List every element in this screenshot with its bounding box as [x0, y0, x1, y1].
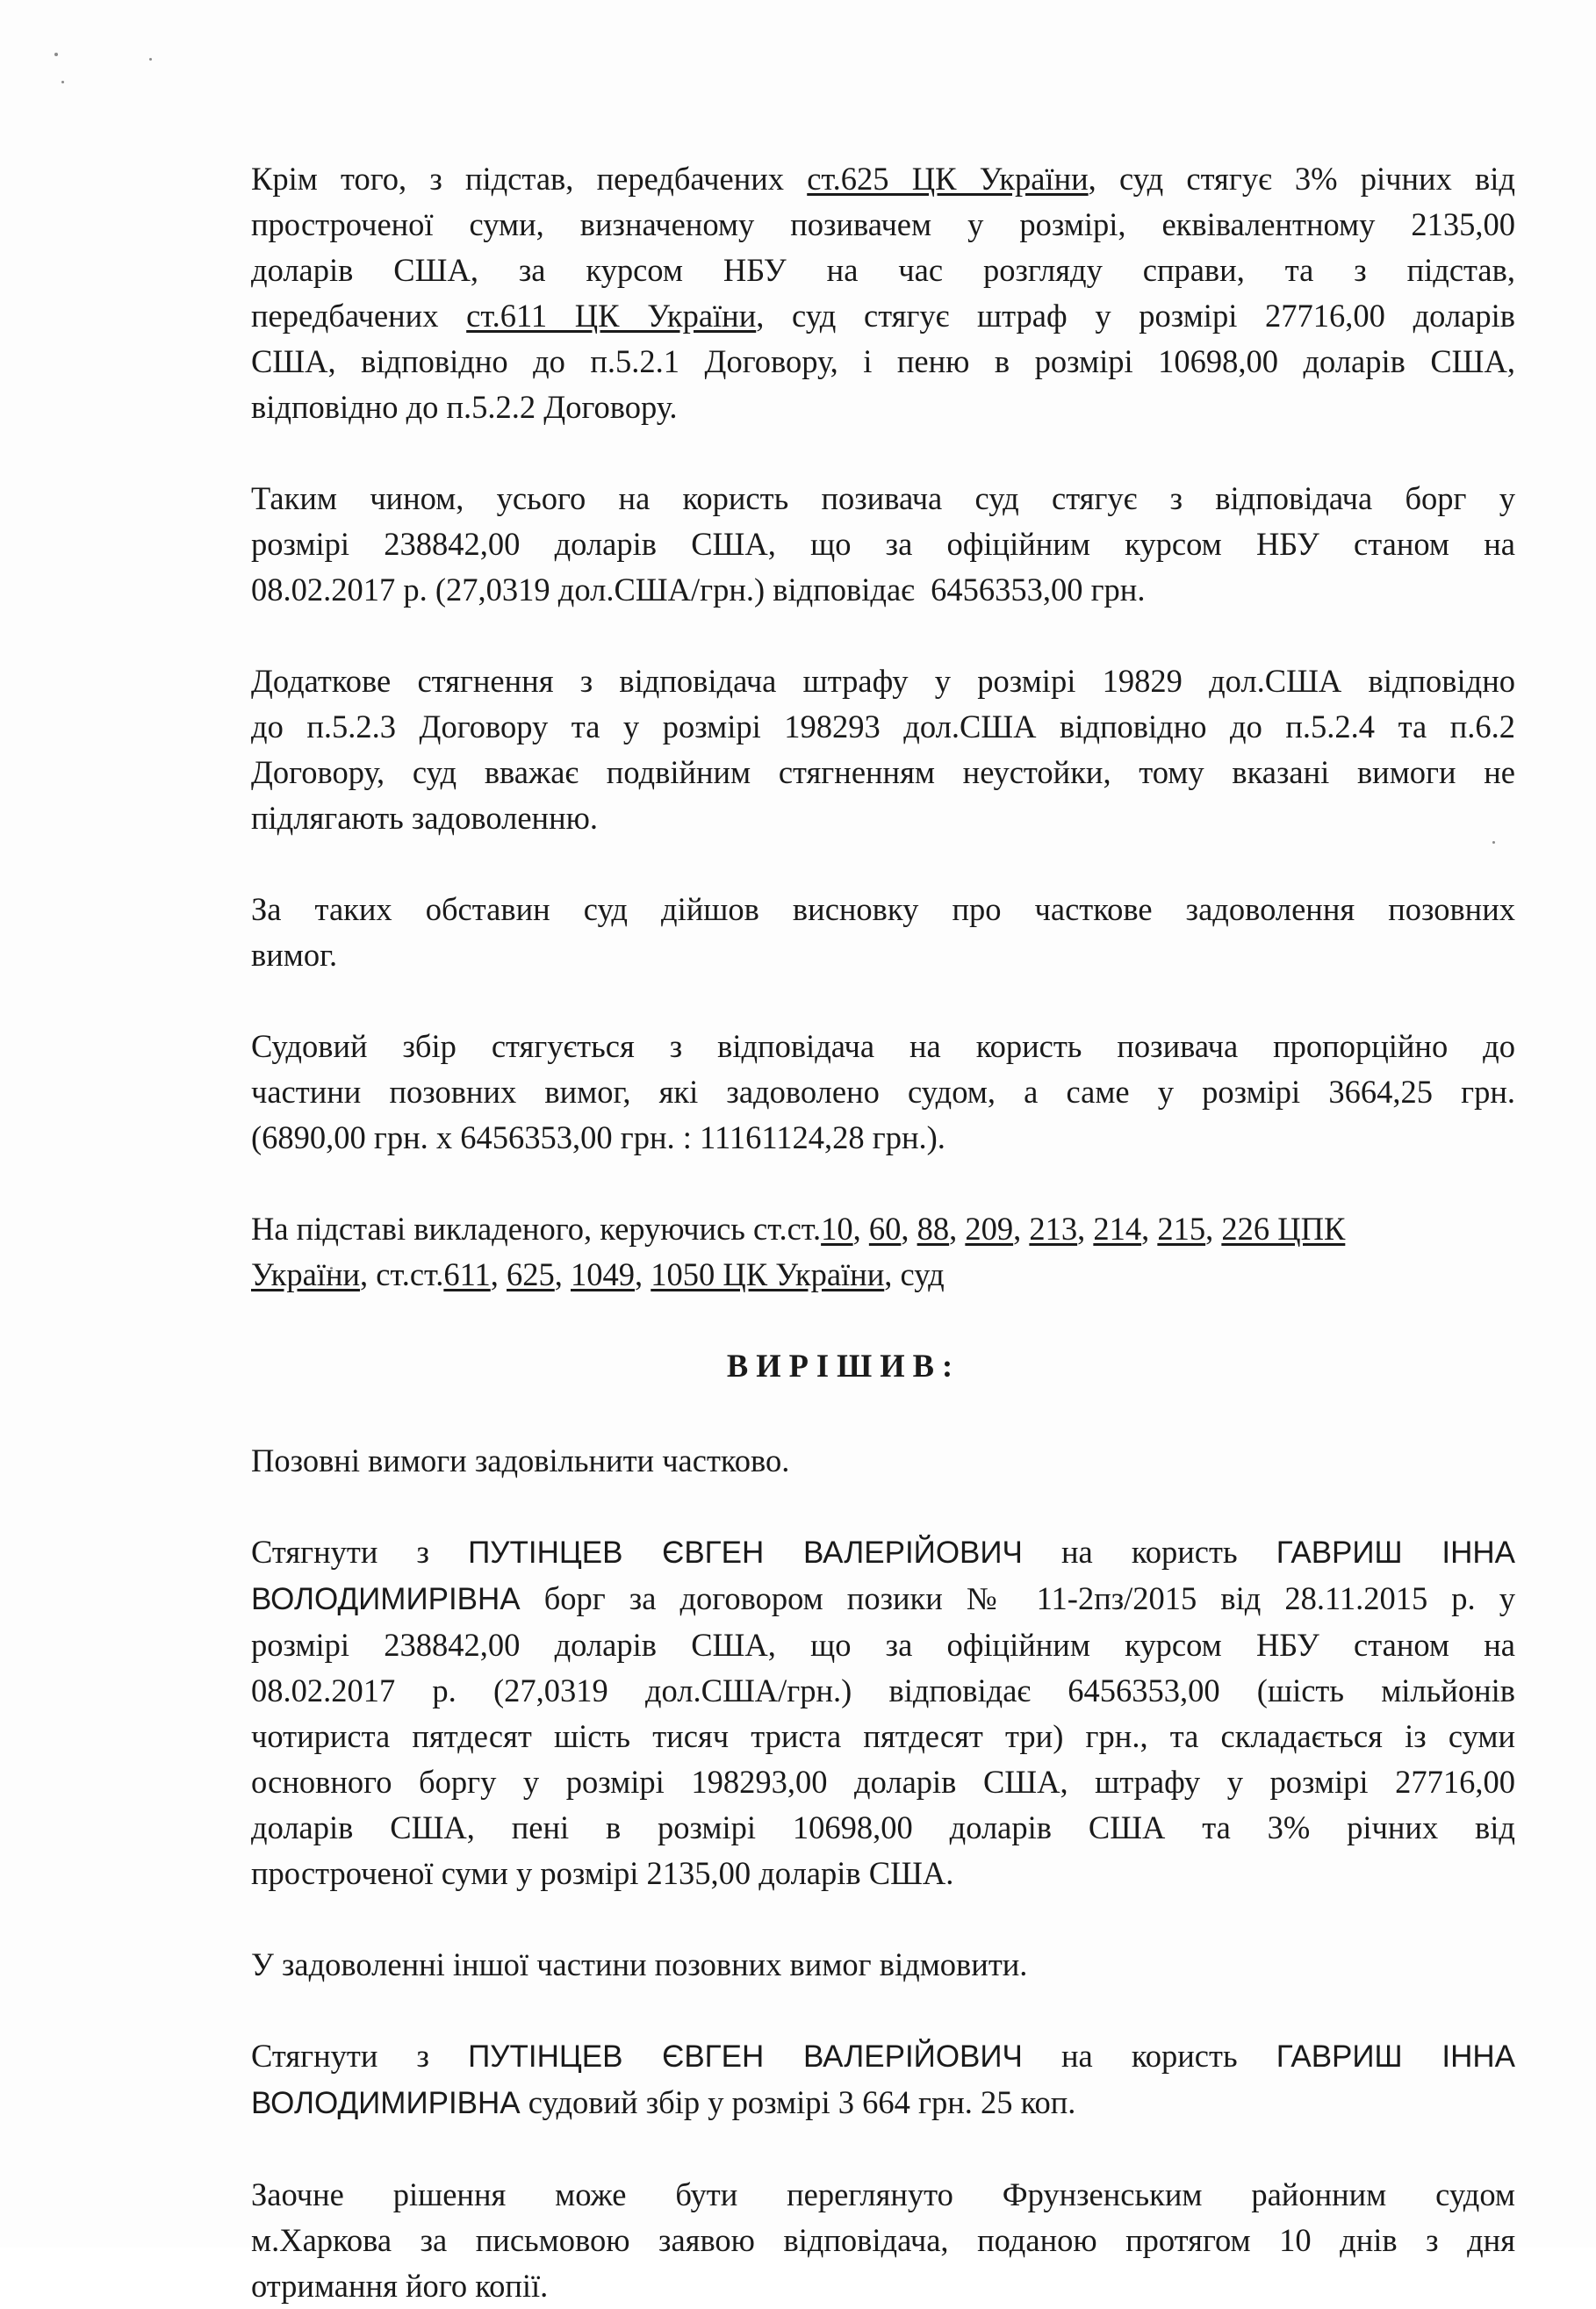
law-link-cc-art[interactable]: 625: [507, 1256, 555, 1292]
law-link-cpc-art[interactable]: 88: [917, 1211, 950, 1247]
law-link-art-611[interactable]: ст.611 ЦК України: [466, 298, 757, 334]
text-line: підлягають задоволенню.: [251, 800, 598, 836]
paragraph-debt-recovery: [251, 1529, 1515, 1896]
paragraph-partial-grant: [251, 1438, 1515, 1484]
text-line: ВОЛОДИМИРІВНА борг за договором позики № 11-2пз/2015 від 28.11.2015 р. у: [251, 1580, 1515, 1616]
defendant-name: ПУТІНЦЕВ ЄВГЕН ВАЛЕРІЙОВИЧ: [468, 1536, 1023, 1570]
law-link-cpc-ukraine[interactable]: України: [251, 1256, 361, 1292]
text-line: 08.02.2017 р. (27,0319 дол.США/грн.) відповідає 6456353,00 (шість мільйонів: [251, 1672, 1515, 1708]
text-line: США, відповідно до п.5.2.1 Договору, і пеню в розмірі 10698,00 доларів США,: [251, 343, 1515, 379]
text-line: Позовні вимоги задовільнити частково.: [251, 1442, 790, 1478]
text-line: Таким чином, усього на користь позивача суд стягує з відповідача борг у: [251, 480, 1515, 516]
text-line: частини позовних вимог, які задоволено судом, а саме у розмірі 3664,25 грн.: [251, 1074, 1515, 1110]
paragraph-conclusion: [251, 887, 1515, 978]
document-body: [251, 156, 1515, 2309]
scan-speck: [54, 53, 58, 56]
text-line: (6890,00 грн. х 6456353,00 грн. : 11161124,28 грн.).: [251, 1119, 945, 1155]
plaintiff-name: ВОЛОДИМИРІВНА: [251, 1582, 521, 1616]
defendant-name: ПУТІНЦЕВ ЄВГЕН ВАЛЕРІЙОВИЧ: [468, 2039, 1023, 2074]
text-line: На підставі викладеного, керуючись ст.ст.10, 60, 88, 209, 213, 214, 215, 226 ЦПК: [251, 1211, 1346, 1247]
law-link-cc-art[interactable]: 1049: [571, 1256, 636, 1292]
law-link-cpc-art[interactable]: 226 ЦПК: [1221, 1211, 1346, 1247]
text-line: до п.5.2.3 Договору та у розмірі 198293 дол.США відповідно до п.5.2.4 та п.6.2: [251, 709, 1515, 744]
decision-heading: ВИРІШИВ:: [726, 1348, 961, 1384]
text-line: 08.02.2017 р. (27,0319 дол.США/грн.) відповідає 6456353,00 грн.: [251, 572, 1146, 608]
text-line: Судовий збір стягується з відповідача на користь позивача пропорційно до: [251, 1028, 1515, 1064]
text-line: м.Харкова за письмовою заявою відповідача, поданою протягом 10 днів з дня: [251, 2222, 1515, 2258]
text-line: Додаткове стягнення з відповідача штрафу у розмірі 19829 дол.США відповідно: [251, 663, 1515, 699]
law-link-cpc-art[interactable]: 214: [1093, 1211, 1142, 1247]
text-line: У задоволенні іншої частини позовних вимог відмовити.: [251, 1946, 1028, 1982]
text-line: розмірі 238842,00 доларів США, що за офіційним курсом НБУ станом на: [251, 526, 1515, 562]
text-line: основного боргу у розмірі 198293,00 доларів США, штрафу у розмірі 27716,00: [251, 1764, 1515, 1800]
text-line: передбачених ст.611 ЦК України, суд стягує штраф у розмірі 27716,00 доларів: [251, 298, 1515, 334]
text-line: Крім того, з підстав, передбачених ст.625 ЦК України, суд стягує 3% річних від: [251, 161, 1515, 197]
plaintiff-name: ГАВРИШ ІННА: [1276, 1536, 1515, 1570]
law-link-cpc-art[interactable]: 209: [965, 1211, 1014, 1247]
scan-speck: [149, 58, 152, 61]
text-line: розмірі 238842,00 доларів США, що за офіційним курсом НБУ станом на: [251, 1627, 1515, 1663]
paragraph-additional-penalty: [251, 658, 1515, 841]
paragraph-fee-recovery: [251, 2033, 1515, 2126]
text-line: За таких обставин суд дійшов висновку про часткове задоволення позовних: [251, 891, 1515, 927]
law-link-cpc-art[interactable]: 60: [868, 1211, 902, 1247]
law-link-cc-art[interactable]: 611: [443, 1256, 491, 1292]
text-line: Стягнути з ПУТІНЦЕВ ЄВГЕН ВАЛЕРІЙОВИЧ на користь ГАВРИШ ІННА: [251, 1534, 1515, 1570]
text-line: чотириста пятдесят шість тисяч триста пятдесят три) грн., та складається із суми: [251, 1718, 1515, 1754]
law-link-cpc-art[interactable]: 10: [821, 1211, 853, 1247]
paragraph-interest-penalty: [251, 156, 1515, 430]
text-line: Договору, суд вважає подвійним стягненням неустойки, тому вказані вимоги не: [251, 754, 1515, 790]
text-line: простроченої суми, визначеному позивачем у розмірі, еквівалентному 2135,00: [251, 206, 1515, 242]
law-link-cpc-art[interactable]: 213: [1029, 1211, 1078, 1247]
plaintiff-name: ВОЛОДИМИРІВНА: [251, 2086, 521, 2120]
text-line: вимог.: [251, 937, 338, 973]
text-line: ВОЛОДИМИРІВНА судовий збір у розмірі 3 664 грн. 25 коп.: [251, 2084, 1076, 2120]
law-link-cc-art[interactable]: 1050 ЦК України: [651, 1256, 885, 1292]
paragraph-total-debt: [251, 476, 1515, 613]
text-line: простроченої суми у розмірі 2135,00 доларів США.: [251, 1855, 954, 1891]
text-line: відповідно до п.5.2.2 Договору.: [251, 389, 678, 425]
text-line: України, ст.ст.611, 625, 1049, 1050 ЦК України, суд: [251, 1256, 945, 1292]
law-link-cpc-art[interactable]: 215: [1157, 1211, 1206, 1247]
law-link-art-625[interactable]: ст.625 ЦК України: [807, 161, 1089, 197]
text-line: доларів США, пені в розмірі 10698,00 доларів США та 3% річних від: [251, 1809, 1515, 1845]
plaintiff-name: ГАВРИШ ІННА: [1276, 2039, 1515, 2074]
scan-speck: [61, 81, 64, 83]
paragraph-legal-basis: [251, 1206, 1515, 1298]
paragraph-court-fee: [251, 1024, 1515, 1161]
text-line: Стягнути з ПУТІНЦЕВ ЄВГЕН ВАЛЕРІЙОВИЧ на користь ГАВРИШ ІННА: [251, 2038, 1515, 2074]
text-line: доларів США, за курсом НБУ на час розгляду справи, та з підстав,: [251, 252, 1515, 288]
text-line: Заочне рішення може бути переглянуто Фрунзенським районним судом: [251, 2176, 1515, 2212]
paragraph-rejection: [251, 1942, 1515, 1988]
text-line: отримання його копії.: [251, 2268, 549, 2304]
paragraph-review-notice: [251, 2172, 1515, 2309]
